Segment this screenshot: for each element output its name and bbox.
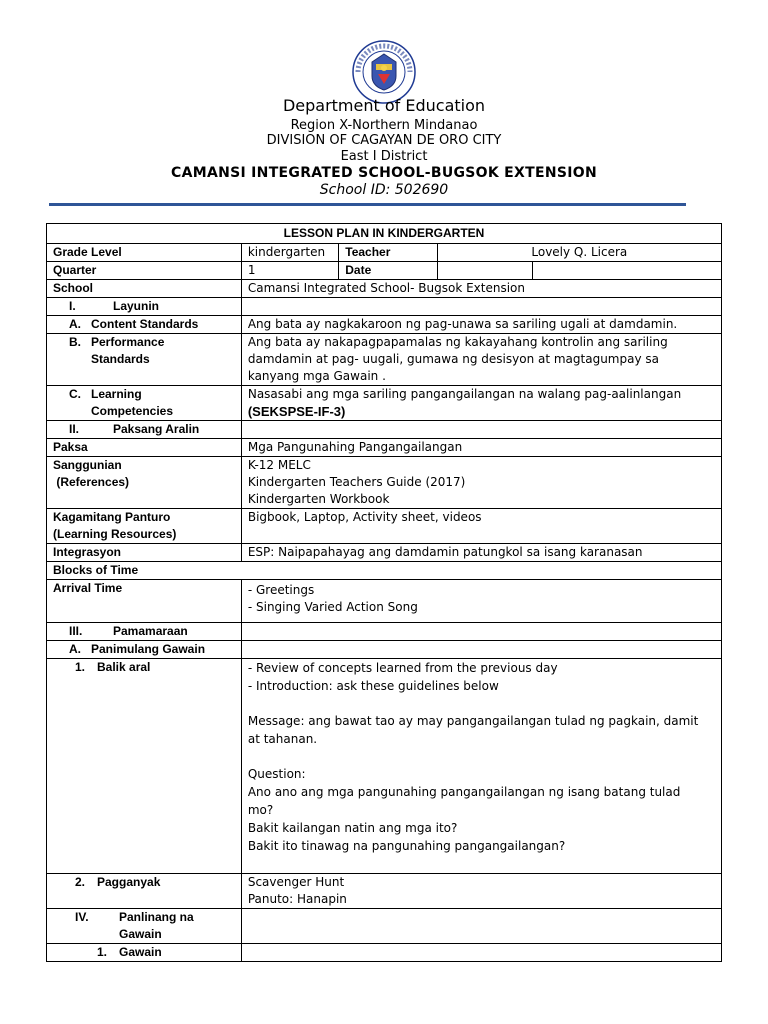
deped-seal-logo (352, 40, 416, 104)
kagamitan-label: Kagamitang Panturo (Learning Resources) (47, 509, 242, 544)
arrival-time-row (47, 580, 722, 623)
title-row (47, 224, 722, 244)
layunin-heading: I. Layunin (47, 298, 242, 316)
content-standards-label: A. Content Standards (47, 316, 242, 334)
paglinang-row (47, 909, 722, 944)
paksa-value: Mga Pangunahing Pangangailangan (241, 439, 721, 457)
quarter-row (47, 262, 722, 280)
competency-code: (SEKSPSE-IF-3) (247, 404, 346, 419)
pamamaraan-empty (241, 623, 721, 641)
paglinang-empty (241, 909, 721, 944)
sanggunian-label: Sanggunian (References) (47, 457, 242, 509)
balik-aral-label: 1. Balik aral (47, 659, 242, 874)
gawain-empty (241, 944, 721, 962)
layunin-empty (241, 298, 721, 316)
date-label: Date (339, 262, 437, 280)
paksang-aralin-row (47, 421, 722, 439)
learning-competencies-row (47, 386, 722, 421)
pamamaraan-row (47, 623, 722, 641)
integrasyon-value: ESP: Naipapahayag ang damdamin patungkol sa isang karanasan (241, 544, 721, 562)
grade-row (47, 244, 722, 262)
district-line: East I District (340, 149, 428, 164)
paksa-row (47, 439, 722, 457)
layunin-row (47, 298, 722, 316)
department-title: Department of Education (282, 96, 486, 115)
pagganyak-value: Scavenger Hunt Panuto: Hanapin (241, 874, 721, 909)
school-name: CAMANSI INTEGRATED SCHOOL-BUGSOK EXTENSION (171, 165, 597, 181)
teacher-label: Teacher (339, 244, 437, 262)
paksang-aralin-heading: II. Paksang Aralin (47, 421, 242, 439)
paksang-aralin-empty (241, 421, 721, 439)
arrival-time-label: Arrival Time (47, 580, 242, 623)
plan-title: LESSON PLAN IN KINDERGARTEN (47, 224, 722, 244)
pagganyak-label: 2. Pagganyak (47, 874, 242, 909)
grade-level-label: Grade Level (47, 244, 242, 262)
integrasyon-row (47, 544, 722, 562)
panimulang-gawain-heading: A. Panimulang Gawain (47, 641, 242, 659)
performance-standards-row (47, 334, 722, 386)
arrival-time-value: - Greetings - Singing Varied Action Song (241, 580, 721, 623)
quarter-value: 1 (241, 262, 338, 280)
learning-competencies-label: C. Learning Competencies (47, 386, 242, 421)
header-divider (49, 203, 686, 206)
lesson-plan-table (46, 223, 722, 962)
school-row (47, 280, 722, 298)
content-standards-row (47, 316, 722, 334)
date-value-cell (437, 262, 532, 280)
school-label: School (47, 280, 242, 298)
gawain-label: 1. Gawain (47, 944, 242, 962)
grade-level-value: kindergarten (241, 244, 338, 262)
balik-aral-value: - Review of concepts learned from the previous day - Introduction: ask these guidelines below Message: ang bawat tao ay may pangangailangan tulad ng pagkain, damit at tahanan. Question: Ano ano ang mga pangunahing pangangailangan ng isang batang tulad mo? Bakit kailangan natin ang mga ito? Bakit ito tinawag na pangunahing pangangailangan? (241, 659, 721, 874)
sanggunian-value: K-12 MELC Kindergarten Teachers Guide (2017) Kindergarten Workbook (241, 457, 721, 509)
learning-competencies-value: Nasasabi ang mga sariling pangangailangan na walang pag-aalinlangan (SEKSPSE-IF-3) (241, 386, 721, 421)
gawain-row (47, 944, 722, 962)
performance-standards-value: Ang bata ay nakapagpapamalas ng kakayahang kontrolin ang sariling damdamin at pag- uugali, gumawa ng desisyon at magtagumpay sa kanyang mga Gawain . (241, 334, 721, 386)
paglinang-heading: IV. Panlinang na Gawain (47, 909, 242, 944)
region-line: Region X-Northern Mindanao (290, 118, 478, 133)
pagganyak-row (47, 874, 722, 909)
performance-standards-label: B. Performance Standards (47, 334, 242, 386)
integrasyon-label: Integrasyon (47, 544, 242, 562)
teacher-value: Lovely Q. Licera (437, 244, 721, 262)
kagamitan-row (47, 509, 722, 544)
division-line: DIVISION OF CAGAYAN DE ORO CITY (266, 133, 502, 148)
balik-aral-row (47, 659, 722, 874)
pamamaraan-heading: III. Pamamaraan (47, 623, 242, 641)
paksa-label: Paksa (47, 439, 242, 457)
quarter-label: Quarter (47, 262, 242, 280)
blocks-of-time-row (47, 562, 722, 580)
kagamitan-value: Bigbook, Laptop, Activity sheet, videos (241, 509, 721, 544)
date-extra-cell (533, 262, 722, 280)
school-value: Camansi Integrated School- Bugsok Extension (241, 280, 721, 298)
blocks-of-time-label: Blocks of Time (47, 562, 722, 580)
content-standards-value: Ang bata ay nagkakaroon ng pag-unawa sa sariling ugali at damdamin. (241, 316, 721, 334)
panimulang-gawain-empty (241, 641, 721, 659)
panimulang-gawain-row (47, 641, 722, 659)
school-id: School ID: 502690 (319, 182, 449, 198)
sanggunian-row (47, 457, 722, 509)
